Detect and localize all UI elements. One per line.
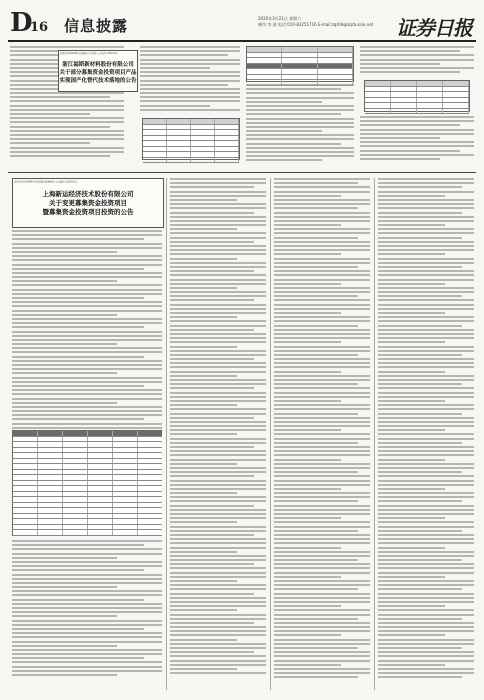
section-divider <box>8 172 476 173</box>
announcement-box-1 <box>58 50 138 92</box>
top-col-2-text <box>140 46 240 113</box>
announcement-1-codes: 证券代码:600396 证券简称:金山股份 公告编号:2020-017 <box>60 52 118 55</box>
top-col-4-text-a <box>360 46 474 75</box>
bottom-col-1-table <box>12 430 162 536</box>
page-number: 16 <box>30 20 49 35</box>
announcement-2-company: 上海新运经济技术股份有限公司 <box>42 190 134 198</box>
column-rule-2 <box>270 178 271 690</box>
header-info <box>258 16 408 28</box>
column-rule-3 <box>374 178 375 690</box>
top-col-4-table <box>364 80 470 112</box>
announcement-2-codes: 证券代码:603889 证券简称:新澳股份 公告编号:2020-012 <box>14 180 78 183</box>
announcement-1-company: 浙江福斯新材料股份有限公司 <box>62 62 134 68</box>
announcement-2-title-line-2: 暨募集资金投资项目投资的公告 <box>42 208 134 216</box>
newspaper-masthead: 证券日报 <box>396 16 472 40</box>
column-rule-1 <box>166 178 167 690</box>
top-col-3 <box>246 46 354 168</box>
header-contact: 制作:李 波 电话:010-83251716 E-mail:zqrb9@zqrb.sina.net <box>258 22 374 27</box>
announcement-1-title-line-1: 关于部分募集资金投资项目产品 <box>59 70 137 76</box>
bottom-col-3 <box>274 178 370 690</box>
top-col-3-text <box>246 84 354 164</box>
top-col-4 <box>360 46 474 168</box>
bottom-col-3-text <box>274 178 370 681</box>
section-title: 信息披露 <box>64 17 129 35</box>
announcement-2-title-line-1: 关于变更募集资金投资项目 <box>49 199 127 207</box>
header-date: 2020年3月21日 星期六 <box>258 16 302 21</box>
bottom-col-2 <box>170 178 266 690</box>
top-col-2-table <box>142 118 240 160</box>
bottom-col-2-text <box>170 178 266 676</box>
bottom-col-1 <box>12 230 162 690</box>
announcement-1-title-line-2: 实现国产化替代技术落地的公告 <box>59 78 137 84</box>
bottom-col-4 <box>378 178 474 690</box>
bottom-col-1-text-b <box>12 540 162 678</box>
top-col-2 <box>140 46 240 168</box>
announcement-box-2 <box>12 178 164 228</box>
top-col-4-text-b <box>360 116 474 162</box>
top-col-3-table <box>246 46 354 82</box>
bottom-col-4-text <box>378 178 474 681</box>
page-letter: D <box>10 8 33 38</box>
page-header <box>8 6 476 42</box>
bottom-col-1-text-a <box>12 230 162 431</box>
